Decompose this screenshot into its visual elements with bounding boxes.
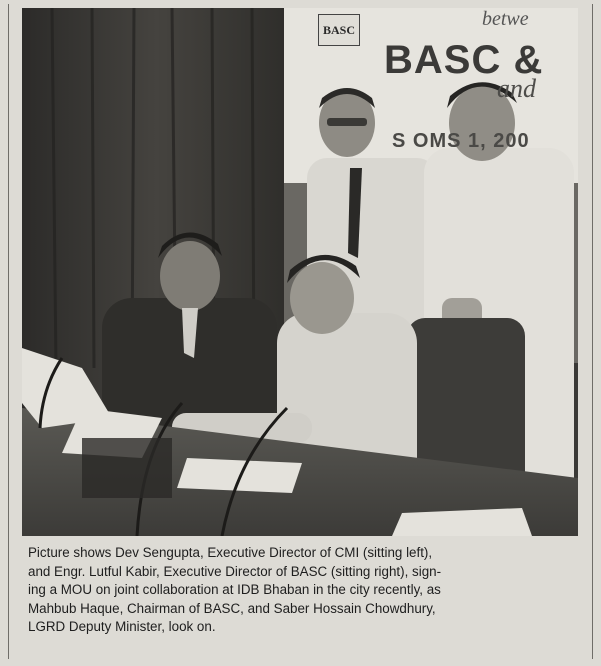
photo-caption	[28, 544, 576, 637]
banner-top-text: betwe	[482, 8, 529, 30]
caption-line: Picture shows Dev Sengupta, Executive Director of CMI (sitting left),	[28, 545, 433, 560]
caption-line: ing a MOU on joint collaboration at IDB Bhaban in the city recently, as	[28, 582, 441, 597]
banner-subtitle: and	[497, 74, 536, 103]
caption-line: LGRD Deputy Minister, look on.	[28, 619, 216, 634]
caption-line: and Engr. Lutful Kabir, Executive Director of BASC (sitting right), sign-	[28, 563, 442, 579]
name-plate	[82, 438, 172, 498]
news-photo	[22, 8, 578, 536]
banner-date: S OMS 1, 200	[392, 130, 530, 152]
photo-illustration	[22, 8, 578, 536]
caption-line: Mahbub Haque, Chairman of BASC, and Saber Hossain Chowdhury,	[28, 600, 436, 616]
basc-logo: BASC	[318, 14, 360, 46]
banner-title: BASC &	[384, 38, 544, 82]
